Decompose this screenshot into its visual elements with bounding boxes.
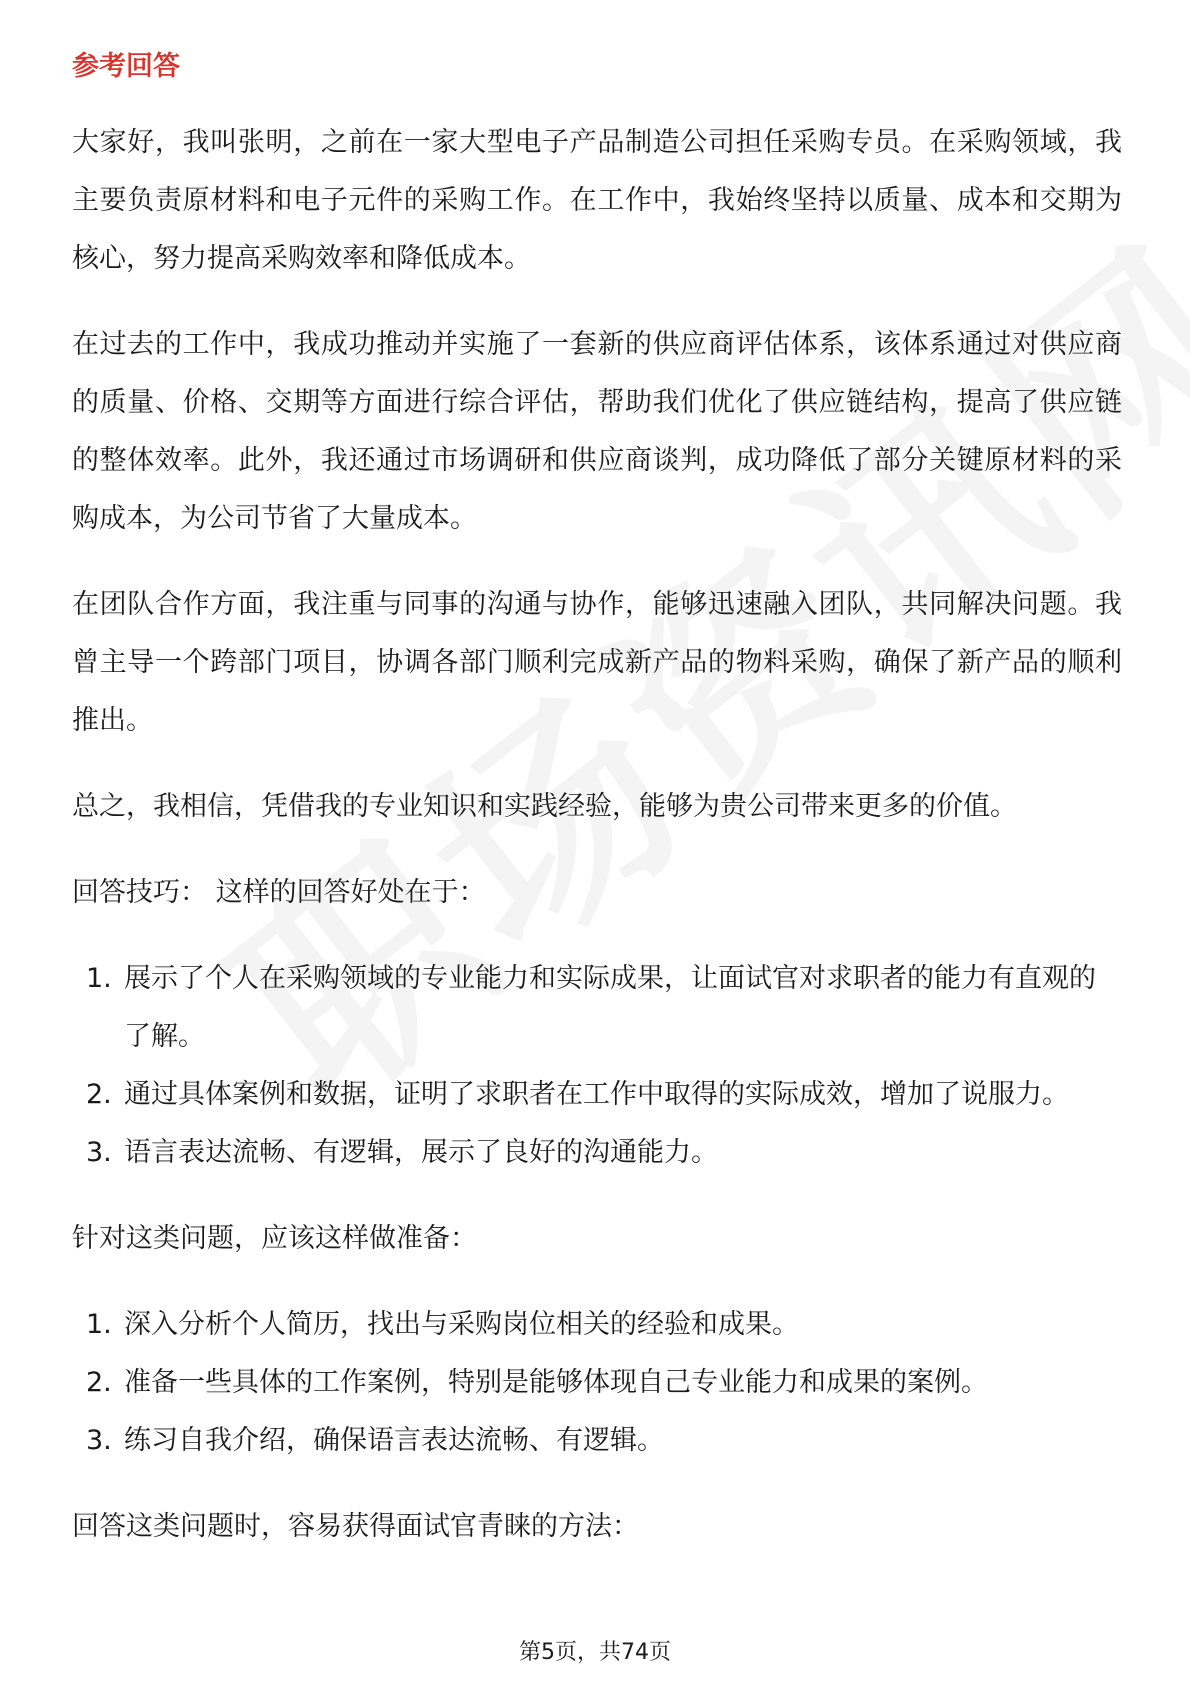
list-item-text: 通过具体案例和数据，证明了求职者在工作中取得的实际成效，增加了说服力。 <box>124 1079 1069 1110</box>
list-item <box>72 1354 1122 1412</box>
tips-label: 回答技巧： 这样的回答好处在于： <box>72 877 486 908</box>
prep-label: 针对这类问题，应该这样做准备： <box>72 1223 477 1254</box>
list-number: 2. <box>86 1367 112 1398</box>
list-number: 1. <box>86 1309 112 1340</box>
list-item <box>72 1066 1122 1124</box>
paragraph-summary: 总之，我相信，凭借我的专业知识和实践经验，能够为贵公司带来更多的价值。 <box>72 791 1017 822</box>
list-item <box>72 1296 1122 1354</box>
tips-list <box>72 950 1122 1182</box>
paragraph-teamwork: 在团队合作方面，我注重与同事的沟通与协作，能够迅速融入团队，共同解决问题。我曾主导一个跨部门项目，协调各部门顺利完成新产品的物料采购，确保了新产品的顺利推出。 <box>72 589 1122 736</box>
list-item-text: 展示了个人在采购领域的专业能力和实际成果，让面试官对求职者的能力有直观的了解。 <box>124 963 1096 1052</box>
list-number: 3. <box>86 1425 112 1456</box>
list-number: 2. <box>86 1079 112 1110</box>
paragraph-achievements: 在过去的工作中，我成功推动并实施了一套新的供应商评估体系，该体系通过对供应商的质量、价格、交期等方面进行综合评估，帮助我们优化了供应链结构，提高了供应链的整体效率。此外，我还通过市场调研和供应商谈判，成功降低了部分关键原材料的采购成本，为公司节省了大量成本。 <box>72 329 1122 534</box>
list-item <box>72 950 1122 1066</box>
list-number: 1. <box>86 963 112 994</box>
list-number: 3. <box>86 1137 112 1168</box>
content-area <box>72 48 1122 1584</box>
paragraph-intro: 大家好，我叫张明，之前在一家大型电子产品制造公司担任采购专员。在采购领域，我主要负责原材料和电子元件的采购工作。在工作中，我始终坚持以质量、成本和交期为核心，努力提高采购效率和降低成本。 <box>72 127 1122 274</box>
section-heading: 参考回答 <box>72 51 180 82</box>
list-item <box>72 1412 1122 1470</box>
prep-list <box>72 1296 1122 1470</box>
list-item-text: 语言表达流畅、有逻辑，展示了良好的沟通能力。 <box>124 1137 718 1168</box>
list-item-text: 练习自我介绍，确保语言表达流畅、有逻辑。 <box>124 1425 664 1456</box>
list-item-text: 准备一些具体的工作案例，特别是能够体现自己专业能力和成果的案例。 <box>124 1367 988 1398</box>
list-item <box>72 1124 1122 1182</box>
list-item-text: 深入分析个人简历，找出与采购岗位相关的经验和成果。 <box>124 1309 799 1340</box>
closing-label: 回答这类问题时，容易获得面试官青睐的方法： <box>72 1511 639 1542</box>
page-footer: 第5页，共74页 <box>519 1640 671 1665</box>
